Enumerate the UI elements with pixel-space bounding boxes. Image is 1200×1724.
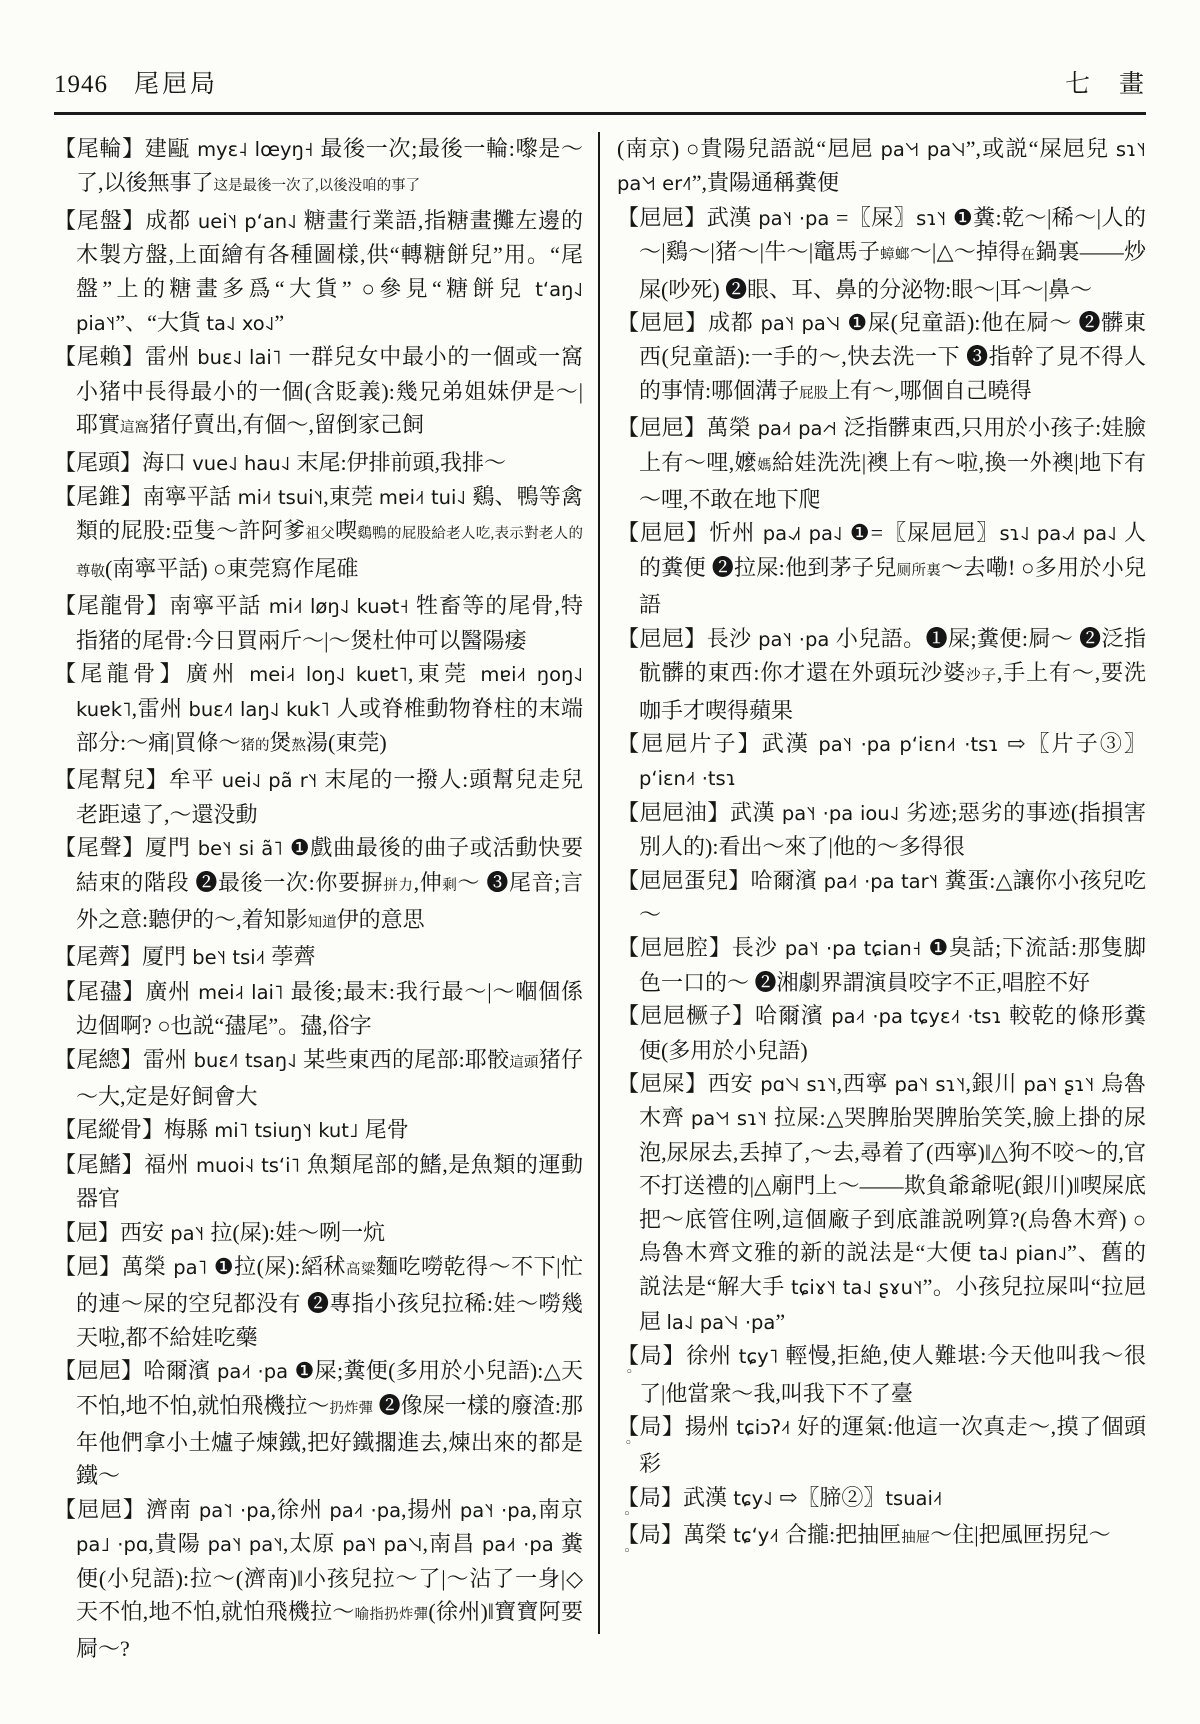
definition-text: 長沙: [706, 625, 752, 651]
definition-text: 猪仔賣出,有個～,留倒家己飼: [149, 412, 425, 438]
ipa-transcription: vue˨˩ hau˨˩: [186, 451, 297, 475]
dictionary-entry: [54, 340, 583, 445]
definition-text: 西安: [120, 1219, 165, 1245]
ipa-transcription: tɕiɔʔ˨˦: [729, 1416, 798, 1440]
definition-text: 荸薺: [271, 944, 316, 970]
entry-headword: 【㞎㞎】: [54, 1358, 144, 1384]
definition-text: ”、“大貨: [115, 310, 207, 336]
ipa-transcription: mei˨˧ lai˥: [191, 980, 291, 1004]
definition-text: 武漢: [706, 204, 752, 230]
definition-text: 尾骨: [364, 1117, 409, 1143]
definition-text: ～|△～掉得: [909, 239, 1021, 265]
gloss-small-text: 厕所裏: [896, 562, 942, 579]
definition-text: 西安: [707, 1070, 754, 1096]
definition-text: ❶拉(屎):縚秫: [213, 1254, 346, 1279]
dictionary-entry: [617, 516, 1146, 621]
entry-headword: 【局】: [617, 1343, 686, 1369]
ipa-transcription: pa˥˧ ·pa pʻiɛn˨˦ ·tsɿ: [810, 732, 1007, 756]
gloss-small-text: 在: [1020, 247, 1036, 264]
definition-text: (南京) ○貴陽兒語説“㞎㞎: [617, 136, 881, 161]
entry-headword: 【局】: [617, 1522, 684, 1548]
definition-text: 忻州: [709, 520, 756, 546]
entry-headword: 【㞎㞎片子】: [617, 730, 762, 756]
dictionary-entry: [617, 1067, 1146, 1339]
definition-text: ,雷州: [131, 695, 189, 721]
dictionary-entry: 【局】◦武漢 tɕy˨˩ ⇨〖腣②〗tsuai˨˦: [617, 1484, 943, 1522]
definition-text: 雷州: [144, 344, 191, 370]
gloss-small-text: 熬: [291, 737, 307, 754]
entry-headword: 【㞎㞎】: [617, 204, 707, 230]
definition-text: 揚州: [684, 1414, 730, 1440]
entry-headword: 【㞎㞎】: [54, 1496, 146, 1522]
definition-text: ～ ❸尾音;言外之意:聽伊的～,着知影: [76, 869, 584, 932]
definition-text: 牟平: [168, 767, 215, 793]
ipa-transcription: be˥˧ si ã˥: [190, 837, 290, 861]
dictionary-entry: [617, 622, 1146, 727]
definition-text: 徐州: [685, 1343, 732, 1369]
definition-text: 南寧平話: [142, 484, 232, 510]
definition-text: ,太原: [282, 1531, 343, 1557]
definition-text: ❶=〖屎㞎㞎〗: [849, 520, 1000, 546]
dictionary-entry: [54, 940, 583, 974]
ipa-transcription: la˨˩ pa˥˧˨ ·pa: [666, 1310, 776, 1334]
gloss-small-text: 高粱: [345, 1262, 377, 1278]
definition-text: 人或脊椎動物脊柱的末端部分:～痛|買條～: [76, 695, 583, 755]
ipa-transcription: pʻiɛn˨˦ ·tsɿ: [639, 767, 737, 791]
definition-text: ～住|把風匣拐兒～: [930, 1522, 1111, 1548]
ipa-transcription: pa˥˧ ·pa: [751, 627, 836, 651]
ipa-transcription: sɿ˨˩ pa˨˩˦ pa˨˩: [999, 522, 1124, 546]
definition-text: ,南昌: [422, 1531, 482, 1557]
ipa-transcription: buɛ˨˥ laŋ˨˩ kuk˥: [188, 697, 337, 721]
definition-text: ,東莞: [323, 484, 379, 510]
definition-text: 濟南: [145, 1496, 192, 1522]
gloss-small-text: 沙子: [966, 668, 997, 685]
entry-headword: 【尾聲】: [54, 835, 146, 861]
entry-headword: 【㞎】: [54, 1219, 121, 1245]
ipa-transcription: pa˩ ·pɑ: [76, 1533, 149, 1557]
definition-text: 福州: [144, 1151, 190, 1177]
definition-text: ,東莞: [407, 661, 481, 687]
definition-text: 廣州: [185, 661, 239, 687]
ipa-transcription: mɐi˨˦ ŋoŋ˨˩ kuɐk˥: [76, 663, 583, 721]
definition-text: ,西寧: [836, 1070, 895, 1096]
gloss-small-text: 猪的: [240, 737, 270, 754]
ipa-transcription: sɿ˥˧: [916, 206, 953, 230]
dictionary-entry: [54, 831, 583, 940]
definition-text: ❶屎(兒童語):他在屙～ ❷髒東西(兒童語):一手的～,快去洗一下 ❸指幹了見不得人的事情:哪個溝子: [639, 310, 1146, 403]
definition-text: 給娃洗洗|襖上有～啦,換一外襖|地下有～哩,不敢在地下爬: [639, 449, 1146, 513]
definition-text: 雷州: [142, 1046, 188, 1072]
dictionary-entry: 【局】◦徐州 tɕy˥ 輕慢,拒絶,使人難堪:今天他叫我～很了|他當衆～我,叫我下不了臺: [617, 1343, 1146, 1406]
definition-text: 武漢: [683, 1484, 728, 1510]
dictionary-entry: [54, 1250, 583, 1354]
ipa-transcription: pa˥: [166, 1256, 214, 1279]
dictionary-entry: [54, 763, 583, 831]
ipa-transcription: tɕʻy˨˦: [727, 1524, 786, 1548]
definition-text: ”: [274, 310, 285, 336]
definition-text: 小兒語。❶屎;糞便:屙～ ❷泛指骯髒的東西:你才還在外頭玩沙婆: [639, 625, 1146, 686]
gloss-small-text: 屁股: [799, 385, 829, 402]
definition-text: 猪仔～大,定是好飼會大: [76, 1046, 583, 1109]
definition-text: 成都: [708, 310, 754, 336]
definition-text: 鷄、鴨等禽類的屁股:亞隻～許阿爹: [76, 484, 583, 544]
ipa-transcription: uei˨˩ pã r˥˧: [214, 769, 325, 793]
gloss-small-text: 剩: [442, 877, 458, 894]
entry-headword: 【尾薺】: [54, 944, 143, 970]
definition-text: ”。小孩兒拉屎叫“拉㞎㞎: [639, 1274, 1146, 1334]
ipa-transcription: tɕiɤ˥˧ ta˨˩ ʂɤu˥˧: [791, 1276, 923, 1300]
definition-text: 厦門: [145, 835, 191, 861]
definition-text: 劣迹;惡劣的事迹(指損害別人的):看出～來了|他的～多得很: [639, 799, 1146, 860]
definition-text: 糞便(小兒語):拉～(濟南)‖小孩兒拉～了|～沾了一身|◇天不怕,地不怕,就怕飛機拉～: [76, 1531, 583, 1625]
ipa-transcription: pa˥˧ ʂɿ˥˧: [1023, 1072, 1102, 1096]
ipa-transcription: sɿ˥˧ pa˥˧˦ er˨˥: [617, 138, 1147, 196]
ipa-transcription: tʻaŋ˨˩ pia˥˧: [76, 277, 583, 336]
definition-text: ,揚州: [401, 1496, 460, 1522]
dictionary-entry: [54, 1148, 583, 1216]
definition-text: 魚類尾部的鰭,是魚類的運動器官: [76, 1151, 583, 1212]
ipa-transcription: tɕy˨˩: [727, 1486, 779, 1510]
ipa-transcription: ta˨˩ pian˨˩: [978, 1242, 1068, 1265]
definition-text: 湯(東莞): [306, 729, 387, 755]
gloss-small-text: 喻指扔炸彈: [354, 1607, 429, 1624]
definition-text: ⇨〖腣②〗: [778, 1484, 886, 1510]
definition-text: 輕慢,拒絶,使人難堪:今天他叫我～很了|他當衆～我,叫我下不了臺: [639, 1343, 1146, 1406]
ipa-transcription: pa˨˦ ·pa: [329, 1498, 402, 1522]
dictionary-entry: [617, 727, 1146, 796]
definition-text: 廣州: [145, 978, 192, 1004]
definition-text: 喫: [335, 518, 358, 544]
gloss-small-text: 媽: [757, 457, 772, 474]
ipa-transcription: pa˨˩˦ pa˨˩: [755, 522, 850, 546]
entry-headword: 【尾賴】: [54, 344, 145, 370]
definition-text: ,貴陽: [148, 1531, 208, 1557]
definition-text: 泛指髒東西,只用於小孩子:娃臉上有～哩,嬤: [639, 415, 1146, 475]
gloss-small-text: 這頭: [509, 1054, 539, 1071]
ipa-transcription: pa˥˧ pa˥˧˨: [753, 312, 848, 336]
left-column: [54, 132, 598, 1666]
definition-text: ❶屎;糞便(多用於小兒語):△天不怕,地不怕,就怕飛機拉～: [76, 1358, 583, 1418]
ipa-transcription: ta˨˩ xo˨˩: [206, 312, 275, 336]
definition-text: (南寧平話) ○東莞寫作尾碓: [105, 555, 359, 581]
definition-text: 糞蛋:△讓你小孩兒吃～: [639, 867, 1146, 927]
definition-text: 海口: [142, 449, 187, 475]
dictionary-entry: [54, 1043, 583, 1114]
definition-text: 較乾的條形糞便(多用於小兒語): [639, 1003, 1146, 1063]
dictionary-entry: [617, 306, 1146, 411]
gloss-small-text: 蟑螂: [880, 247, 910, 264]
dictionary-entry: 【局】◦萬榮 tɕʻy˨˦ 合攏:把抽匣抽屉～住|把風匣拐兒～: [617, 1522, 1111, 1560]
entry-headword: 【㞎㞎】: [617, 310, 709, 336]
definition-text: 拉屎:△哭脾胎哭脾胎笑笑,臉上掛的尿泡,尿尿去,丢掉了,～去,尋着了(西寧)‖△狗不咬～的,官不打送禮的|△廟門上～——欺負爺爺呢(銀川)‖喫屎底把～底管住咧,這個廠子到底誰説咧算?(烏魯木齊) ○烏魯木齊文雅的新的説法是“大便: [639, 1105, 1146, 1265]
ipa-transcription: pa˨˦ ·pa tɕyɛ˨˦ ·tsɿ: [824, 1005, 1009, 1029]
dictionary-entry: [54, 589, 583, 657]
entry-headword: 【尾龍骨】: [54, 593, 170, 619]
dictionary-entry: [617, 931, 1146, 999]
definition-text: ”: [775, 1308, 786, 1334]
ipa-transcription: pa˥˧ ·pa: [751, 206, 837, 230]
definition-text: 人的糞便 ❷拉屎:他到茅子兒: [639, 520, 1146, 580]
dictionary-entry: [54, 1216, 583, 1250]
ipa-transcription: pa˨˦ ·pa: [210, 1360, 295, 1384]
entry-headword: 【尾頭】: [54, 449, 143, 475]
entry-headword: 【㞎㞎】: [617, 520, 710, 546]
definition-text: 最後一次;最後一輪:嚟是～了,以後無事了: [76, 136, 583, 196]
ipa-transcription: pa˥˧ ·pa iou˨˩: [775, 801, 907, 825]
definition-text: ,伸: [413, 869, 443, 895]
definition-text: 牲畜等的尾骨,特指猪的尾骨:今日買兩斤～|～煲杜仲可以醫陽痿: [76, 593, 583, 653]
definition-text: ,銀川: [965, 1070, 1024, 1096]
ipa-transcription: uei˥˧ pʻan˨˩: [190, 209, 304, 233]
ipa-transcription: pa˥˧ sɿ˥˧: [894, 1072, 966, 1096]
definition-text: 末尾的一撥人:頭幫兒走兒老距遠了,～還没動: [76, 767, 583, 827]
ipa-transcription: muoi˧˨ tsʻi˥: [189, 1153, 307, 1177]
entry-headword: 【尾錐】: [54, 484, 143, 510]
definition-text: 成都: [145, 207, 191, 233]
gloss-small-text: 鷄鴨的屁股給老人吃,表示對老人的尊敬: [76, 526, 584, 580]
definition-text: 長沙: [731, 935, 778, 961]
dictionary-entry: [617, 864, 1146, 932]
ipa-transcription: be˥˧ tsi˨˦: [186, 946, 272, 970]
dictionary-entry: [54, 1493, 583, 1666]
definition-text: ❷像屎一樣的廢渣:那年他們拿小土爐子煉鐵,把好鐵擱進去,煉出來的都是鐵～: [76, 1392, 583, 1489]
dictionary-entry: [54, 1113, 583, 1147]
ipa-transcription: pa˨˦ ·pa: [481, 1533, 561, 1557]
ipa-transcription: pa˥˧ ·pa: [459, 1498, 532, 1522]
ipa-transcription: pa˥˧: [164, 1221, 211, 1245]
definition-text: ❶臭話;下流話:那隻脚色一口的～ ❷湘劇界謂演員咬字不正,唱腔不好: [639, 935, 1146, 995]
ipa-transcription: mi˨˦ løŋ˨˩ kuət˧: [261, 595, 417, 619]
dictionary-entry: [54, 1354, 583, 1493]
definition-text: ❶戲曲最後的曲子或活動快要結束的階段 ❷最後一次:你要摒: [76, 835, 583, 895]
header-rule: [54, 112, 1146, 115]
definition-text: 武漢: [729, 799, 776, 825]
header-guide-words: 尾㞎局: [134, 71, 219, 98]
definition-text: ～去嘞! ○多用於小兒語: [639, 554, 1146, 618]
definition-text: =〖屎〗: [836, 204, 917, 230]
ipa-transcription: buɛ˨˩ lai˥: [190, 346, 289, 370]
ipa-transcription: pa˥˦ ·pa: [191, 1498, 271, 1522]
dictionary-entry: [617, 796, 1146, 864]
gloss-small-text: 祖父: [305, 526, 336, 543]
page-number: 1946: [54, 71, 108, 98]
gloss-small-text: 拼力: [383, 877, 414, 894]
dictionary-entry: [54, 657, 583, 763]
dictionary-entry: [617, 999, 1146, 1067]
ipa-transcription: myɛ˨ lœyŋ˧: [190, 138, 321, 161]
stroke-count-header: 七 畫: [1064, 71, 1146, 98]
definition-text: 哈爾濱: [755, 1003, 825, 1029]
entry-headword: 【尾鰭】: [54, 1151, 145, 1177]
gloss-small-text: 这是最後一次了,以後没咱的事了: [213, 178, 421, 195]
definition-text: 上有～,哪個自己曉得: [828, 377, 1032, 403]
definition-text: ,徐州: [270, 1496, 330, 1522]
ipa-transcription: buɛ˨˥ tsaŋ˨˩: [187, 1048, 304, 1072]
definition-text: 煲: [269, 729, 292, 755]
dictionary-entry: [54, 480, 583, 589]
entry-headword: 【尾輪】: [54, 136, 145, 161]
ipa-transcription: pa˨˦ pa˨˦˧: [751, 417, 844, 441]
definition-text: 武漢: [761, 730, 810, 756]
entry-headword: 【㞎㞎橛子】: [617, 1003, 756, 1029]
entry-headword: 【㞎㞎】: [617, 625, 707, 651]
entry-headword: 【局】: [617, 1414, 685, 1440]
dictionary-entry: [54, 204, 583, 341]
ipa-transcription: tɕy˥: [731, 1345, 786, 1369]
dictionary-entry: [54, 446, 583, 480]
ipa-transcription: mi˨˦ tsui˥˧: [231, 486, 324, 510]
definition-text: 末尾:伊排前頭,我排～: [296, 449, 507, 475]
definition-text: 萬榮: [706, 415, 752, 441]
gloss-small-text: 這窩: [120, 420, 150, 437]
entry-headword: 【㞎㞎蛋兒】: [617, 867, 751, 893]
ipa-transcription: pa˨˦ ·pa tar˥˧: [817, 869, 945, 893]
ipa-transcription: mi˥ tsiuŋ˥˧ kut˩: [208, 1119, 365, 1143]
ipa-transcription: pa˥˧˦ pa˥˧˨: [880, 138, 966, 161]
entry-headword: 【㞎】: [54, 1254, 122, 1279]
definition-text: 哈爾濱: [750, 867, 818, 893]
dictionary-entry: [617, 132, 1146, 201]
definition-text: ⇨〖片子③〗: [1006, 730, 1146, 756]
definition-text: 好的運氣:他這一次真走～,摸了個頭彩: [639, 1414, 1146, 1477]
definition-text: 南寧平話: [169, 593, 262, 619]
definition-text: 糖畫行業語,指糖畫攤左邊的木製方盤,上面繪有各種圖樣,供“轉糖餅兒”用。“尾盤”上的糖畫多爲“大貨” ○參見“糖餅兒: [76, 207, 583, 301]
gloss-small-text: 扔炸彈: [329, 1400, 374, 1417]
definition-text: ”、舊的説法是“解大手: [639, 1240, 1146, 1300]
definition-text: ❶糞:乾～|稀～|人的～|鷄～|猪～|牛～|竈馬子: [639, 204, 1146, 265]
entry-headword: 【㞎㞎油】: [617, 799, 730, 825]
ipa-transcription: mei˨˧ loŋ˨˩ kuɐt˥: [238, 663, 408, 687]
definition-text: 建甌: [144, 136, 191, 161]
gloss-small-text: 抽屉: [901, 1530, 931, 1547]
dictionary-body: [54, 132, 1146, 1666]
definition-text: 梅縣: [164, 1117, 209, 1143]
definition-text: 一群兒女中最小的一個或一窩小猪中長得最小的一個(含貶義):幾兄弟姐妹伊是～|耶實: [76, 344, 583, 438]
definition-text: 合攏:把抽匣: [785, 1522, 902, 1548]
entry-headword: 【局】: [617, 1484, 684, 1510]
definition-text: 厦門: [142, 944, 187, 970]
entry-headword: 【尾龍骨】: [54, 661, 186, 687]
entry-headword: 【尾總】: [54, 1046, 143, 1072]
entry-headword: 【尾盤】: [54, 207, 146, 233]
entry-headword: 【㞎㞎】: [617, 415, 707, 441]
entry-headword: 【㞎屎】: [617, 1070, 708, 1096]
ipa-transcription: pa˥˧ ·pa tɕian˧: [777, 937, 929, 961]
ipa-transcription: pa˥˧˦ sɿ˥˧: [690, 1107, 774, 1131]
definition-text: 某些東西的尾部:耶骹: [303, 1046, 510, 1072]
definition-text: 哈爾濱: [143, 1358, 211, 1384]
definition-text: 萬榮: [121, 1254, 167, 1279]
entry-headword: 【尾縱骨】: [54, 1117, 165, 1143]
definition-text: ”,或説“屎㞎兒: [965, 136, 1116, 161]
definition-text: 伊的意思: [336, 906, 425, 932]
dictionary-entry: [617, 201, 1146, 306]
dictionary-entry: [54, 975, 583, 1043]
ipa-transcription: pa˥˧ pa˥˧˨: [342, 1533, 423, 1557]
right-column: [600, 132, 1146, 1666]
entry-headword: 【尾孻】: [54, 978, 146, 1004]
ipa-transcription: pɑ˥˧˨ sɿ˥˧: [753, 1072, 837, 1096]
dictionary-entry: [54, 132, 583, 204]
entry-headword: 【尾幫兒】: [54, 767, 169, 793]
ipa-transcription: pa˥˧ pa˥˧: [207, 1533, 283, 1557]
header-left: [54, 64, 218, 100]
definition-text: 鍋裏——炒屎(吵死) ❷眼、耳、鼻的分泌物:眼～|耳～|鼻～: [639, 239, 1147, 302]
definition-text: (徐州)‖寶寶阿要屙～?: [76, 1599, 583, 1662]
definition-text: 拉(屎):娃～咧一炕: [210, 1219, 386, 1245]
definition-text: ,南京: [531, 1496, 583, 1522]
definition-text: 萬榮: [683, 1522, 728, 1548]
page-header: [54, 0, 1146, 100]
definition-text: 烏魯木齊: [639, 1070, 1146, 1131]
definition-text: 最後;最末:我行最～|～嗰個係边個啊? ○也説“孻尾”。孻,俗字: [76, 978, 583, 1039]
dictionary-entry: 【局】◦揚州 tɕiɔʔ˨˦ 好的運氣:他這一次真走～,摸了個頭彩: [617, 1414, 1146, 1477]
ipa-transcription: mɐi˨˦ tui˨˩: [378, 486, 473, 510]
definition-text: ,手上有～,要洗咖手才喫得蘋果: [639, 660, 1146, 723]
dictionary-entry: [617, 411, 1146, 516]
entry-headword: 【㞎㞎腔】: [617, 935, 732, 961]
gloss-small-text: 知道: [307, 914, 337, 931]
definition-text: ”,貴陽通稱糞便: [691, 170, 840, 196]
definition-text: 麵吃嘮乾得～不下|忙的連～屎的空兒都没有 ❷專指小孩兒拉稀:娃～嘮幾天啦,都不給娃吃藥: [76, 1254, 583, 1350]
ipa-transcription: tsuai˨˦: [885, 1486, 943, 1510]
